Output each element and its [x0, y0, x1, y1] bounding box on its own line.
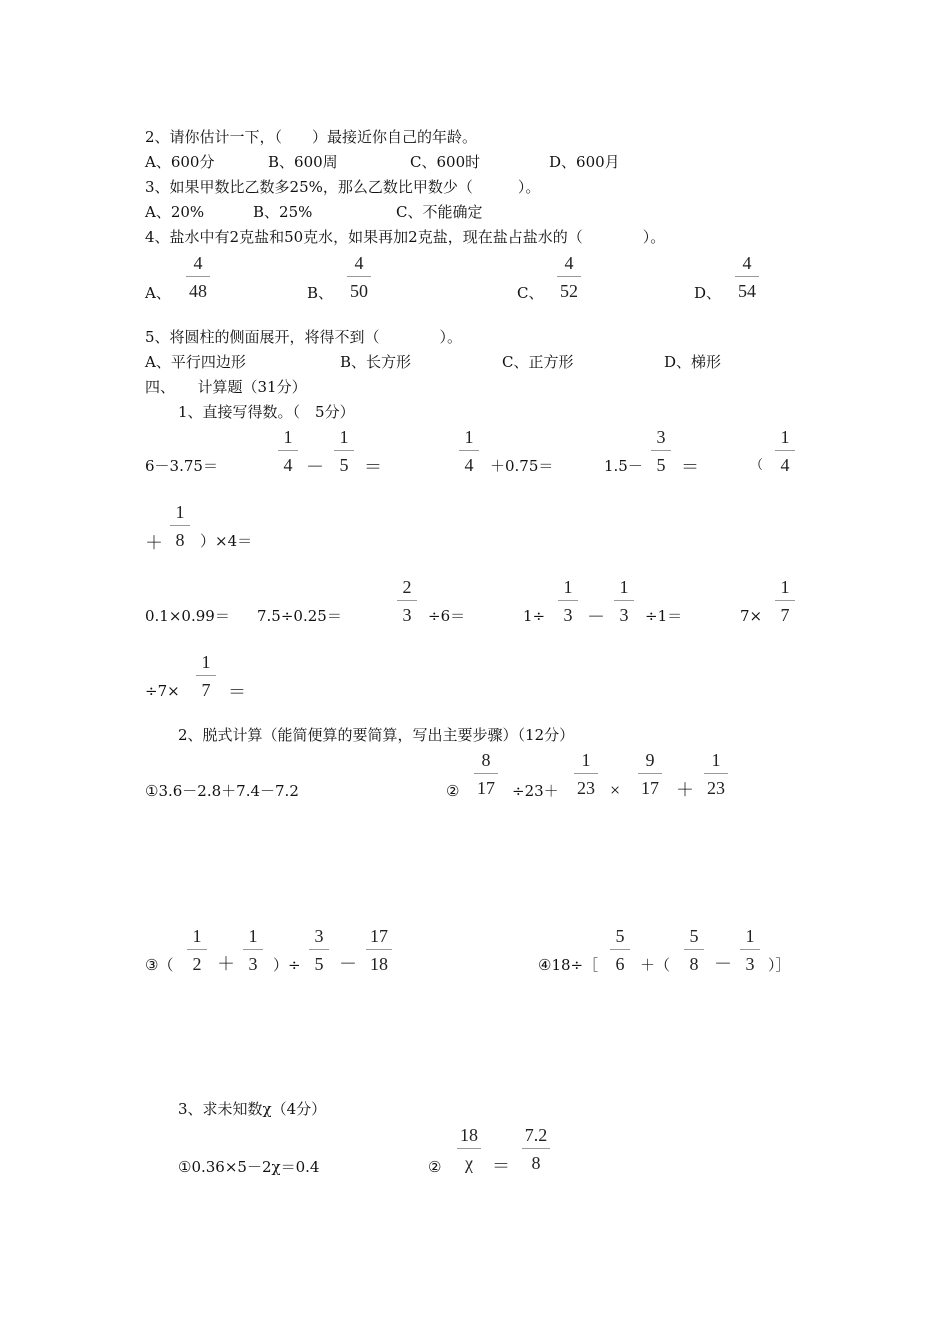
numerator: 1: [464, 427, 474, 447]
denominator: 3: [402, 605, 412, 625]
denominator: 23: [577, 778, 595, 798]
q5-option-c[interactable]: C、正方形: [502, 353, 574, 371]
numerator: 1: [563, 577, 573, 597]
q4-option-b-fraction: [347, 254, 371, 300]
minus-sign: －: [339, 954, 357, 974]
part1-title: 1、直接写得数。（ 5分）: [178, 403, 355, 421]
numerator: 1: [283, 427, 293, 447]
q2-option-a[interactable]: A、600分: [145, 153, 215, 171]
q5-option-a[interactable]: A、平行四边形: [145, 353, 246, 371]
numerator: 4: [742, 253, 752, 273]
denominator: 50: [350, 281, 368, 301]
minus-sign: －: [714, 954, 732, 974]
p2-e2-frac-a: [474, 751, 498, 797]
numerator: 17: [370, 926, 388, 946]
numerator: 18: [460, 1125, 478, 1145]
denominator: 3: [563, 605, 573, 625]
denominator: 2: [192, 954, 202, 974]
q5-option-b[interactable]: B、长方形: [340, 353, 412, 371]
p2-e4-t2: ）］: [768, 956, 791, 974]
p2-e2-frac-c: [638, 751, 662, 797]
part3-title: 3、求未知数χ（4分）: [178, 1100, 327, 1118]
denominator: 3: [745, 954, 755, 974]
denominator: 3: [619, 605, 629, 625]
p2-e3-frac-a: [187, 927, 207, 973]
q3-option-a[interactable]: A、20%: [145, 203, 205, 221]
numerator: 9: [645, 750, 655, 770]
p2-e2-mark: ②: [446, 782, 460, 800]
equals-sign: ＝: [228, 682, 246, 702]
r1-e2-frac-a: [278, 428, 298, 474]
minus-sign: －: [587, 607, 605, 627]
r2-tail: ）×4＝: [200, 532, 253, 550]
r3-e3-tail: ÷6＝: [428, 607, 466, 625]
denominator: 17: [477, 778, 495, 798]
plus-sign: ＋: [145, 533, 163, 553]
numerator: 3: [656, 427, 666, 447]
q3-option-c[interactable]: C、不能确定: [396, 203, 483, 221]
denominator: 4: [464, 455, 474, 475]
numerator: 1: [192, 926, 202, 946]
numerator: 1: [339, 427, 349, 447]
r1-e5-frac: [775, 428, 795, 474]
p3-e2-frac-b: [522, 1126, 550, 1172]
numerator: 4: [193, 253, 203, 273]
q4-stem: 4、盐水中有2克盐和50克水，如果再加2克盐，现在盐占盐水的（ ）。: [145, 228, 666, 246]
denominator: 54: [738, 281, 756, 301]
numerator: 1: [619, 577, 629, 597]
plus-sign: ＋: [217, 954, 235, 974]
numerator: 5: [689, 926, 699, 946]
part2-title: 2、脱式计算（能简便算的要简算，写出主要步骤）（12分）: [178, 726, 575, 744]
r1-e3-frac: [459, 428, 479, 474]
numerator: 1: [745, 926, 755, 946]
r3-e4-tail: ÷1＝: [645, 607, 683, 625]
numerator: 1: [248, 926, 258, 946]
p2-e2-t1: ÷23＋: [512, 782, 559, 800]
equals-sign: ＝: [681, 457, 699, 477]
denominator: 23: [707, 778, 725, 798]
q2-option-d[interactable]: D、600月: [549, 153, 620, 171]
numerator: 1: [175, 502, 185, 522]
p3-expr1: ①0.36×5－2χ＝0.4: [178, 1158, 320, 1176]
q2-option-c[interactable]: C、600时: [410, 153, 481, 171]
numerator: 1: [581, 750, 591, 770]
r1-e2-frac-b: [334, 428, 354, 474]
denominator: 48: [189, 281, 207, 301]
times-sign: ×: [610, 780, 621, 800]
numerator: 7.2: [524, 1125, 548, 1145]
r3-e4-frac-b: [614, 578, 634, 624]
r1-expr1: 6－3.75＝: [145, 457, 218, 475]
q3-option-b[interactable]: B、25%: [253, 203, 313, 221]
q4-option-c-label[interactable]: C、: [517, 284, 544, 302]
numerator: 3: [314, 926, 324, 946]
p2-expr1: ①3.6－2.8＋7.4－7.2: [145, 782, 299, 800]
p2-e3-mark: ③（: [145, 956, 174, 974]
denominator: 17: [641, 778, 659, 798]
p2-e2-frac-d: [704, 751, 728, 797]
p2-e4-frac-a: [610, 927, 630, 973]
p2-e4-mark: ④18÷［: [538, 956, 599, 974]
numerator: 4: [564, 253, 574, 273]
p2-e4-t1: ＋（: [640, 956, 671, 974]
q2-option-b[interactable]: B、600周: [268, 153, 338, 171]
p2-e2-frac-b: [574, 751, 598, 797]
q5-option-d[interactable]: D、梯形: [664, 353, 722, 371]
r3-e5-head: 7×: [740, 607, 763, 625]
equals-sign: ＝: [492, 1156, 510, 1176]
denominator: 8: [531, 1153, 541, 1173]
p3-e2-mark: ②: [428, 1158, 442, 1176]
q4-option-b-label[interactable]: B、: [307, 284, 334, 302]
denominator: 7: [201, 680, 211, 700]
numerator: 1: [711, 750, 721, 770]
q4-option-a-fraction: [186, 254, 210, 300]
q5-stem: 5、将圆柱的侧面展开，将得不到（ ）。: [145, 328, 463, 346]
denominator: 52: [560, 281, 578, 301]
p2-e3-frac-d: [366, 927, 392, 973]
denominator: 18: [370, 954, 388, 974]
denominator: 6: [615, 954, 625, 974]
q4-option-d-fraction: [735, 254, 759, 300]
r1-e3-tail: ＋0.75＝: [490, 457, 554, 475]
denominator: 4: [283, 455, 293, 475]
r3-e4-head: 1÷: [523, 607, 546, 625]
q4-option-a-label[interactable]: A、: [145, 284, 171, 302]
numerator: 5: [615, 926, 625, 946]
q4-option-d-label[interactable]: D、: [694, 284, 722, 302]
r3-e4-frac-a: [558, 578, 578, 624]
denominator: 5: [656, 455, 666, 475]
p2-e3-t1: ）÷: [273, 956, 301, 974]
denominator: 8: [175, 530, 185, 550]
r1-e4-frac: [651, 428, 671, 474]
q3-stem: 3、如果甲数比乙数多25%，那么乙数比甲数少（ ）。: [145, 178, 541, 196]
q2-stem: 2、请你估计一下，（ ）最接近你自己的年龄。: [145, 128, 478, 146]
numerator: 1: [780, 577, 790, 597]
r4-frac: [196, 653, 216, 699]
r3-e3-frac: [397, 578, 417, 624]
q4-option-c-fraction: [557, 254, 581, 300]
p2-e3-frac-b: [243, 927, 263, 973]
r1-e4-head: 1.5－: [604, 457, 643, 475]
denominator: 7: [780, 605, 790, 625]
r3-expr1: 0.1×0.99＝: [145, 607, 230, 625]
section-title: 四、 计算题（31分）: [145, 378, 307, 396]
r2-frac: [170, 503, 190, 549]
numerator: 1: [201, 652, 211, 672]
p2-e3-frac-c: [309, 927, 329, 973]
numerator: 4: [354, 253, 364, 273]
numerator: 1: [780, 427, 790, 447]
denominator: χ: [465, 1153, 473, 1173]
denominator: 4: [780, 455, 790, 475]
numerator: 2: [402, 577, 412, 597]
numerator: 8: [481, 750, 491, 770]
p2-e4-frac-c: [740, 927, 760, 973]
p3-e2-frac-a: [457, 1126, 481, 1172]
plus-sign: ＋: [676, 780, 694, 800]
equals-sign: ＝: [364, 457, 382, 477]
p2-e4-frac-b: [684, 927, 704, 973]
r3-e5-frac: [775, 578, 795, 624]
r3-expr2: 7.5÷0.25＝: [257, 607, 342, 625]
minus-sign: －: [306, 457, 324, 477]
denominator: 5: [314, 954, 324, 974]
denominator: 8: [689, 954, 699, 974]
denominator: 3: [248, 954, 258, 974]
r1-e5-open: （: [750, 458, 764, 473]
denominator: 5: [339, 455, 349, 475]
r4-head: ÷7×: [145, 682, 180, 700]
